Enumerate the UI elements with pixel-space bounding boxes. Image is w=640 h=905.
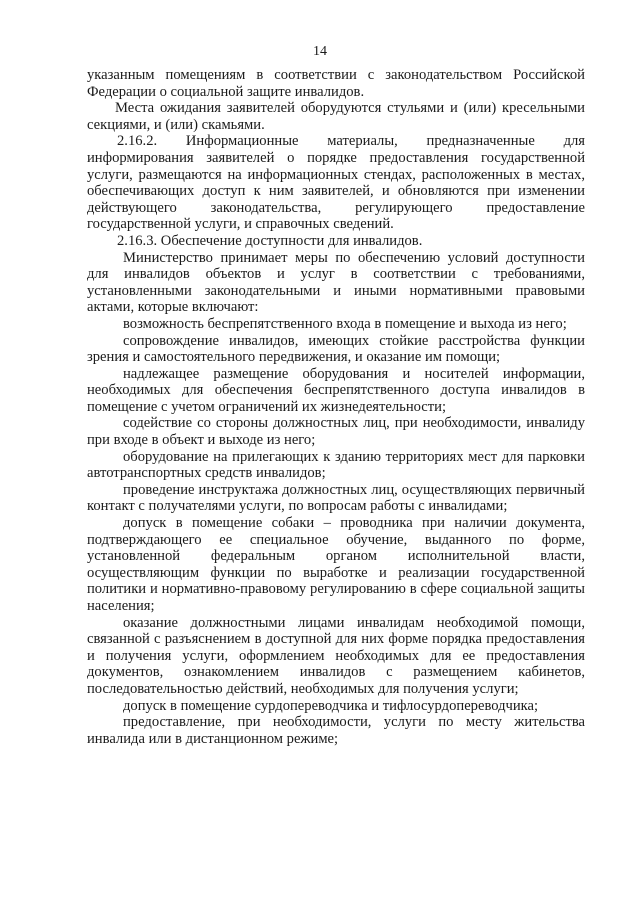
list-item: оказание должностными лицами инвалидам необходимой помощи, связанной с разъяснением в доступной для них форме порядка предоставления и получения услуги, оформлением необходимых для ее предоставления документов, ознакомлением инвалидов с размещением кабинетов, последовательностью действий, необходимых для получения услуги; — [87, 614, 585, 697]
list-item: надлежащее размещение оборудования и носителей информации, необходимых для обеспечения беспрепятственного доступа инвалидов в помещение с учетом ограничений их жизнедеятельности; — [87, 365, 585, 415]
page-number: 14 — [313, 44, 327, 59]
list-item: содействие со стороны должностных лиц, при необходимости, инвалиду при входе в объект и выходе из него; — [87, 415, 585, 449]
section-heading: 2.16.3. Обеспечение доступности для инвалидов. — [117, 232, 423, 249]
list-item: допуск в помещение собаки – проводника при наличии документа, подтверждающего ее специальное обучение, выданного по форме, установленной федеральным органом исполнительной власти, осуществляющим функции по выработке и реализации государственной политики и нормативно-правовому регулированию в сфере социальной защиты населения; — [87, 515, 585, 614]
paragraph: Министерство принимает меры по обеспечению условий доступности для инвалидов объектов и услуг в соответствии с требованиями, установленными законодательными и иными нормативными правовыми актами, которые включают: — [87, 249, 585, 316]
list-item: возможность беспрепятственного входа в помещение и выхода из него; — [123, 315, 567, 332]
list-item: допуск в помещение сурдопереводчика и тифлосурдопереводчика; — [123, 697, 539, 714]
list-item: проведение инструктажа должностных лиц, осуществляющих первичный контакт с получателями услуги, по вопросам работы с инвалидами; — [87, 481, 585, 515]
list-item: оборудование на прилегающих к зданию территориях мест для парковки автотранспортных средств инвалидов; — [87, 448, 585, 482]
list-item: предоставление, при необходимости, услуги по месту жительства инвалида или в дистанционном режиме; — [87, 714, 585, 747]
paragraph: указанным помещениям в соответствии с законодательством Российской Федерации о социальной защите инвалидов. — [87, 67, 585, 100]
list-item: сопровождение инвалидов, имеющих стойкие расстройства функции зрения и самостоятельного передвижения, и оказание им помощи; — [87, 332, 585, 366]
paragraph: 2.16.2. Информационные материалы, предназначенные для информирования заявителей о порядке предоставления государственной услуги, размещаются на информационных стендах, расположенных в местах, обеспечивающих доступ к ним заявителей, и обновляются при изменении действующего законодательства, регулирующего предоставление государственной услуги, и справочных сведений. — [87, 133, 585, 233]
body-text — [87, 67, 585, 747]
paragraph: Места ожидания заявителей оборудуются стульями и (или) кресельными секциями, и (или) скамьями. — [87, 100, 585, 133]
